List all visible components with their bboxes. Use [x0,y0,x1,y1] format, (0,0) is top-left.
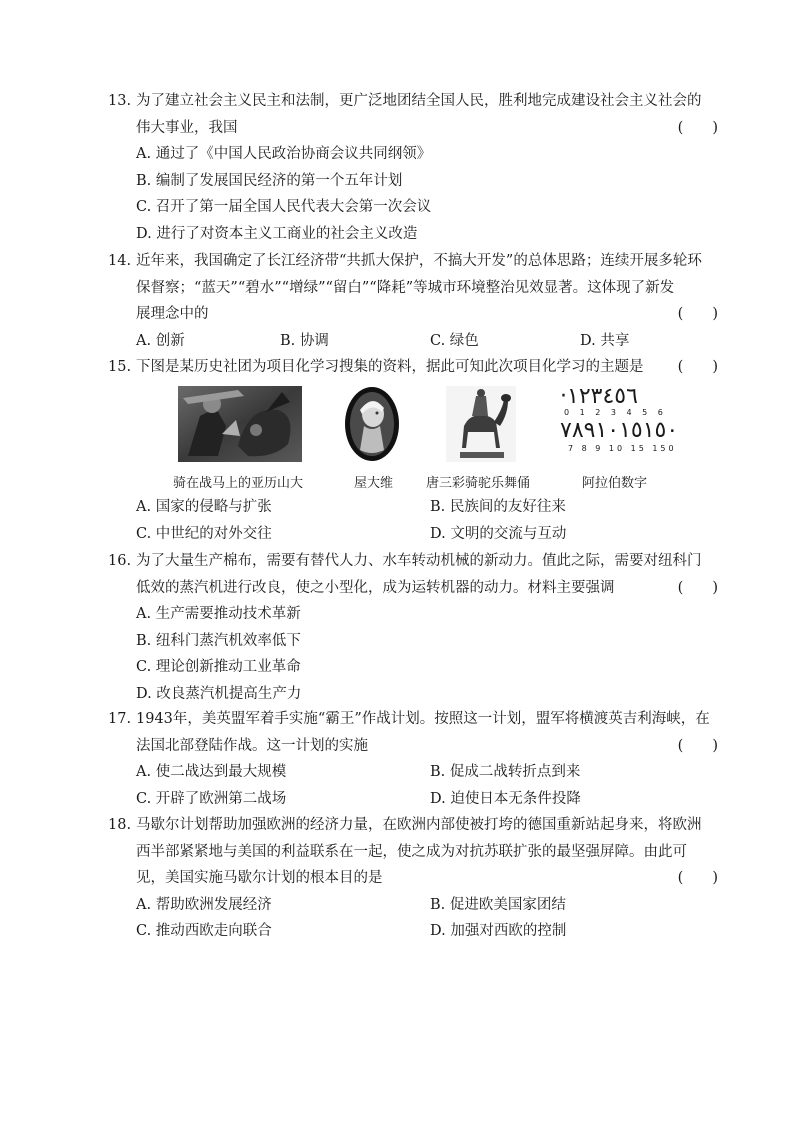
option-b[interactable]: B. 促进欧美国家团结 [430,896,566,913]
question-14 [108,248,718,354]
question-stem-line: 低效的蒸汽机进行改良，使之小型化，成为运转机器的动力。材料主要强调 [136,579,615,596]
latin-digits-bottom: 7 8 9 10 15 150 [568,444,677,453]
question-stem-line: 西半部紧紧地与美国的利益联系在一起，使之成为对抗苏联扩张的最坚强屏障。由此可 [136,843,687,860]
figure-caption-arabic: 阿拉伯数字 [582,476,648,491]
question-stem-line: 展理念中的 [136,306,209,322]
option-a[interactable]: A. 帮助欧洲发展经济 [136,896,272,913]
question-17 [108,706,718,812]
question-stem-line: 见，美国实施马歇尔计划的根本目的是 [136,870,383,886]
option-d[interactable]: D. 改良蒸汽机提高生产力 [136,685,302,702]
question-16 [108,548,718,707]
answer-bracket[interactable]: ( ) [677,306,718,322]
question-number: 18. [108,817,132,833]
question-stem-line: 保督察；“蓝天”“碧水”“增绿”“留白”“降耗”等城市环境整治见效显著。这体现了新发 [136,279,675,296]
option-a[interactable]: A. 生产需要推动技术革新 [136,606,301,622]
question-15 [108,354,718,542]
question-number: 15. [108,359,132,375]
figure-caption-alexander: 骑在战马上的亚历山大 [173,476,304,491]
option-b[interactable]: B. 促成二战转折点到来 [430,764,581,780]
question-number: 13. [108,93,132,109]
option-a[interactable]: A. 国家的侵略与扩张 [136,499,272,515]
option-b[interactable]: B. 纽科门蒸汽机效率低下 [136,632,301,649]
option-c[interactable]: C. 中世纪的对外交往 [136,525,272,542]
question-stem-line: 为了大量生产棉布，需要有替代人力、水车转动机械的新动力。值此之际，需要对纽科门 [136,553,702,569]
question-stem-line: 马歇尔计划帮助加强欧洲的经济力量，在欧洲内部使被打垮的德国重新站起身来，将欧洲 [136,817,702,833]
latin-digits-top: 0 1 2 3 4 5 6 [564,408,667,417]
option-b[interactable]: B. 协调 [280,332,329,349]
question-13 [108,88,718,247]
option-a[interactable]: A. 使二战达到最大规模 [136,764,287,780]
question-number: 16. [108,553,132,569]
arabic-numerals-image [560,386,690,462]
option-c[interactable]: C. 推动西欧走向联合 [136,923,272,939]
question-stem-line: 近年来，我国确定了长江经济带“共抓大保护，不搞大开发”的总体思路；连续开展多轮环 [136,253,702,269]
option-a[interactable]: A. 创新 [136,332,185,349]
option-d[interactable]: D. 文明的交流与互动 [430,525,567,542]
answer-bracket[interactable]: ( ) [677,870,718,886]
option-a[interactable]: A. 通过了《中国人民政治协商会议共同纲领》 [136,146,432,162]
question-18 [108,812,718,945]
option-d[interactable]: D. 迫使日本无条件投降 [430,790,581,807]
answer-bracket[interactable]: ( ) [677,359,718,375]
option-d[interactable]: D. 进行了对资本主义工商业的社会主义改造 [136,225,418,242]
option-c[interactable]: C. 理论创新推动工业革命 [136,659,301,675]
question-stem-line: 下图是某历史社团为项目化学习搜集的资料，据此可知此次项目化学习的主题是 [136,359,644,375]
question-stem-line: 伟大事业，我国 [136,119,238,136]
question-number: 14. [108,253,132,269]
option-d[interactable]: D. 加强对西欧的控制 [430,923,567,939]
arabic-digits-top: ·١٢٣٤٥٦ [560,384,638,409]
option-b[interactable]: B. 民族间的友好往来 [430,499,566,515]
question-number: 17. [108,711,132,727]
arabic-digits-bottom: ٧٨٩١٠١٥١٥٠ [560,418,679,443]
answer-bracket[interactable]: ( ) [677,119,718,136]
alexander-mosaic-image [178,386,302,462]
tang-camel-figurine-image [446,386,516,462]
question-stem-line: 法国北部登陆作战。这一计划的实施 [136,737,368,754]
answer-bracket[interactable]: ( ) [677,737,718,754]
figure-caption-octavian: 屋大维 [354,476,394,491]
octavian-portrait-image [344,386,400,462]
option-d[interactable]: D. 共享 [580,332,630,349]
option-c[interactable]: C. 绿色 [430,332,479,349]
answer-bracket[interactable]: ( ) [677,579,718,596]
option-c[interactable]: C. 召开了第一届全国人民代表大会第一次会议 [136,199,432,215]
figure-row [108,386,718,494]
option-c[interactable]: C. 开辟了欧洲第二战场 [136,790,287,807]
question-stem-line: 为了建立社会主义民主和法制，更广泛地团结全国人民，胜利地完成建设社会主义社会的 [136,93,702,109]
option-b[interactable]: B. 编制了发展国民经济的第一个五年计划 [136,172,403,189]
question-stem-line: 1943年，美英盟军着手实施“霸王”作战计划。按照这一计划，盟军将横渡英吉利海峡，在 [136,711,710,727]
figure-caption-camel: 唐三彩骑驼乐舞俑 [426,476,531,491]
